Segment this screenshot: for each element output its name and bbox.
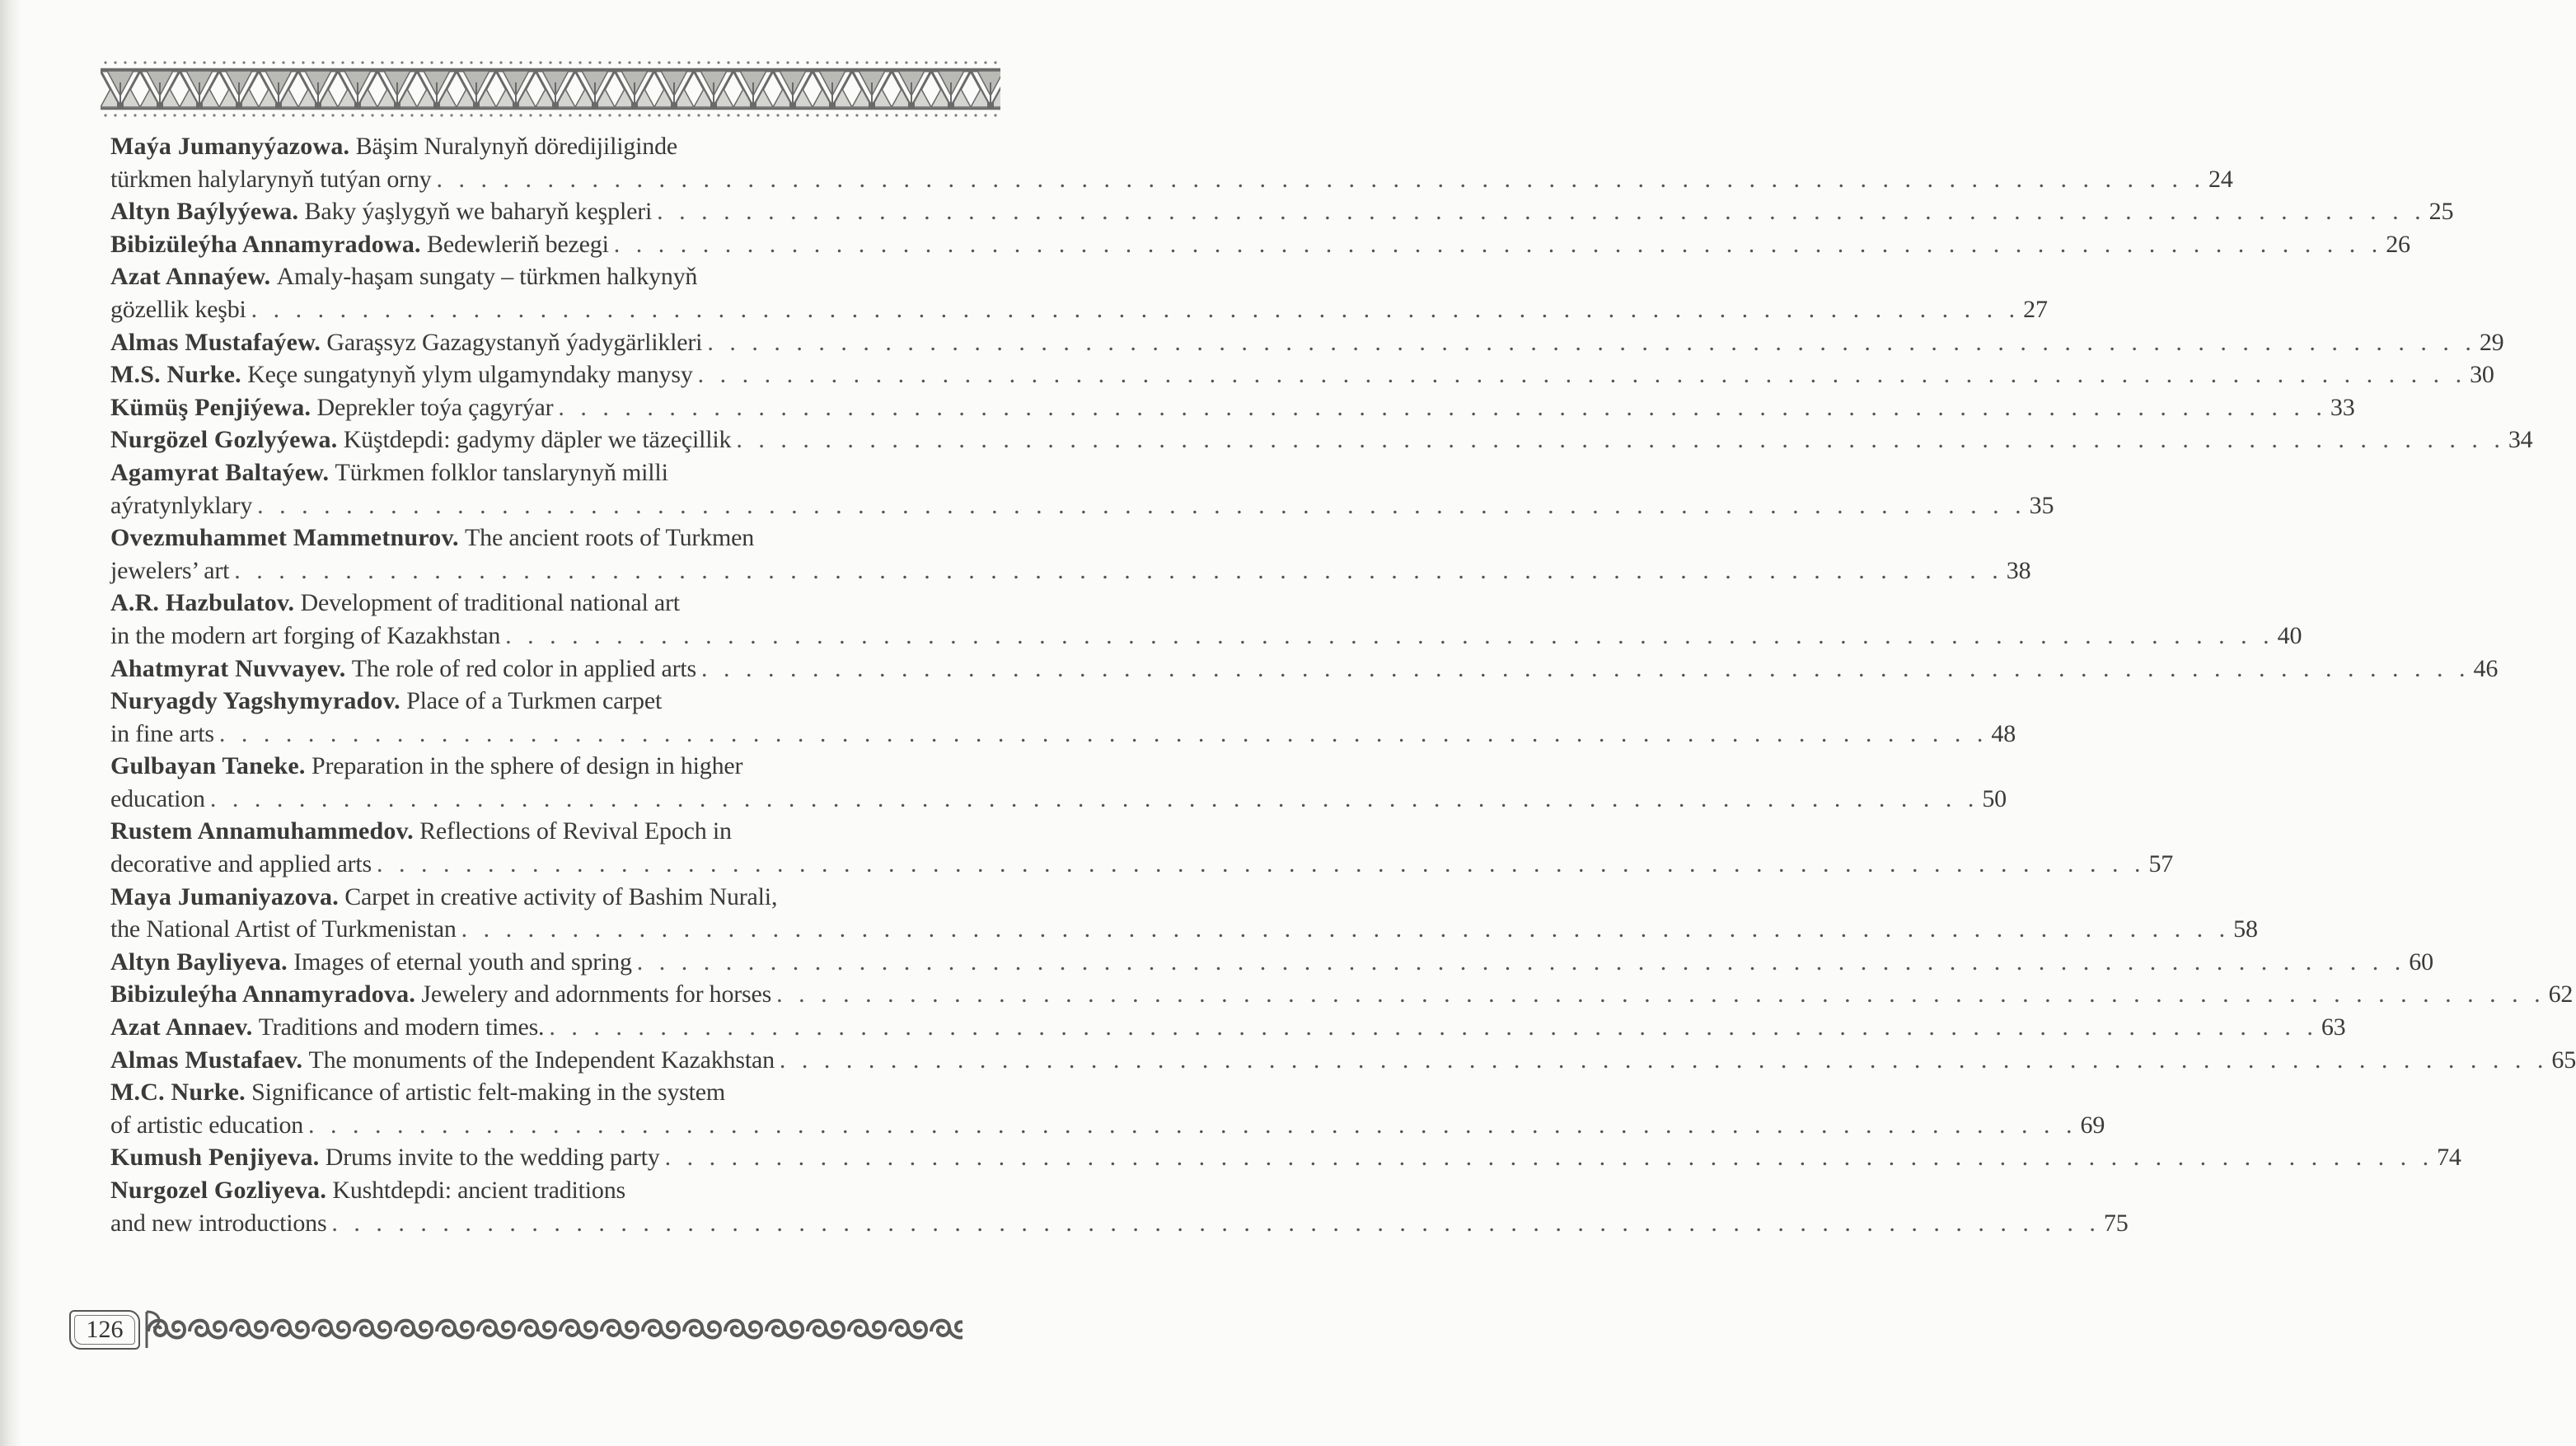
toc-author: Kumush Penjiyeva. [110,1144,320,1172]
toc-leader-dots: . . . . . . . . . . . . . . . . . . . . . . . . . . . . . . . . . . . . . . . . . . . . . . . . . . . . . . . . . . . . . . . . . . . . . . . . . . . . . . . . [436,165,2206,193]
toc-title: Traditions and modern times. [258,1013,545,1041]
toc-title: Amaly-haşam sungaty – türkmen halkynyň [276,263,698,291]
toc-author: Nurgözel Gozlyýewa. [110,426,338,454]
page-number: 126 [86,1316,124,1343]
toc-leader-dots: . . . . . . . . . . . . . . . . . . . . . . . . . . . . . . . . . . . . . . . . . . . . . . . . . . . . . . . . . . . . . . . . . . . . . . . . . . . . . . . . [376,850,2146,878]
toc-line [110,1109,2105,1142]
toc-title: Bedewleriň bezegi [427,230,609,258]
toc-line [110,685,921,718]
toc-line [110,195,2454,228]
toc-author: Azat Annaev. [110,1013,253,1041]
toc-line [110,1141,2461,1174]
toc-line [110,718,2016,751]
toc-line [110,391,2355,424]
toc-page-number: 60 [2409,948,2433,976]
toc-title: Drums invite to the wedding party [325,1144,660,1172]
toc-title: Garaşsyz Gazagystanyň ýadygärlikleri [326,328,703,356]
toc-line [110,1044,2576,1077]
toc-leader-dots: . . . . . . . . . . . . . . . . . . . . . . . . . . . . . . . . . . . . . . . . . . . . . . . . . . . . . . . . . . . . . . . . . . . . . . . . . . . . . . . . [251,295,2021,323]
toc-page-number: 65 [2551,1046,2576,1074]
toc-line [110,1174,921,1207]
toc-leader-dots: . . . . . . . . . . . . . . . . . . . . . . . . . . . . . . . . . . . . . . . . . . . . . . . . . . . . . . . . . . . . . . . . . . . . . . . . . . . . . . . . [701,654,2471,682]
toc-line [110,489,2054,522]
page-number-box [69,1310,140,1350]
toc-line [110,163,2233,196]
toc-title: education [110,784,205,812]
toc-leader-dots: . . . . . . . . . . . . . . . . . . . . . . . . . . . . . . . . . . . . . . . . . . . . . . . . . . . . . . . . . . . . . . . . . . . . . . . . . . . . . . . . [234,556,2003,584]
toc-title: Deprekler toýa çagyrýar [316,393,554,421]
toc-line [110,358,2494,391]
toc-title: Bäşim Nuralynyň döredijiliginde [355,133,677,160]
toc-page-number: 58 [2233,915,2258,943]
toc-leader-dots: . . . . . . . . . . . . . . . . . . . . . . . . . . . . . . . . . . . . . . . . . . . . . . . . . . . . . . . . . . . . . . . . . . . . . . . . . . . . . . . . [657,198,2426,226]
toc-title: Place of a Turkmen carpet [406,687,663,715]
toc-author: Ahatmyrat Nuvvayev. [110,654,346,682]
toc-page-number: 33 [2330,393,2355,421]
toc-author: Kümüş Penjiýewa. [110,393,311,421]
toc-author: Almas Mustafaýew. [110,328,321,356]
toc-title: and new introductions [110,1209,327,1237]
toc-line [110,555,2031,587]
toc-line [110,456,921,489]
toc-author: A.R. Hazbulatov. [110,589,295,617]
toc-page-number: 34 [2508,426,2533,454]
toc-page-number: 50 [1982,784,2007,812]
toc-page-number: 38 [2006,556,2031,584]
toc-title: of artistic education [110,1111,304,1139]
toc-line [110,815,921,848]
toc-title: in fine arts [110,719,214,747]
toc-author: Almas Mustafaev. [110,1046,303,1074]
toc-line [110,946,2433,979]
toc-leader-dots: . . . . . . . . . . . . . . . . . . . . . . . . . . . . . . . . . . . . . . . . . . . . . . . . . . . . . . . . . . . . . . . . . . . . . . . . . . . . . . . . [779,1046,2549,1074]
toc-title: Carpet in creative activity of Bashim Nurali, [344,882,778,910]
toc-page-number: 63 [2321,1013,2346,1041]
scan-edge-shadow [0,0,21,1446]
toc-line [110,620,2302,653]
toc-author: Agamyrat Baltaýew. [110,458,330,486]
toc-title: Reflections of Revival Epoch in [419,817,732,845]
toc-author: Maýa Jumanyýazowa. [110,133,350,160]
toc-author: Altyn Baýlyýewa. [110,198,299,226]
toc-title: in the modern art forging of Kazakhstan [110,621,501,649]
toc-leader-dots: . . . . . . . . . . . . . . . . . . . . . . . . . . . . . . . . . . . . . . . . . . . . . . . . . . . . . . . . . . . . . . . . . . . . . . . . . . . . . . . . [776,980,2546,1008]
toc-page-number: 57 [2148,850,2174,878]
toc-leader-dots: . . . . . . . . . . . . . . . . . . . . . . . . . . . . . . . . . . . . . . . . . . . . . . . . . . . . . . . . . . . . . . . . . . . . . . . . . . . . . . . . [308,1111,2077,1139]
toc-author: Azat Annaýew. [110,263,271,291]
toc-line [110,1076,921,1109]
toc-leader-dots: . . . . . . . . . . . . . . . . . . . . . . . . . . . . . . . . . . . . . . . . . . . . . . . . . . . . . . . . . . . . . . . . . . . . . . . . . . . . . . . . [218,719,1988,747]
toc-line [110,326,2504,359]
toc-leader-dots: . . . . . . . . . . . . . . . . . . . . . . . . . . . . . . . . . . . . . . . . . . . . . . . . . . . . . . . . . . . . . . . . . . . . . . . . . . . . . . . . [664,1144,2434,1172]
toc-title: The role of red color in applied arts [351,654,697,682]
toc-title: Images of eternal youth and spring [293,948,632,976]
table-of-contents [110,130,2576,1239]
toc-author: Bibizuleýha Annamyradova. [110,980,416,1008]
toc-line [110,1011,2346,1044]
toc-line [110,130,921,163]
page-footer [69,1307,959,1353]
toc-page-number: 35 [2029,491,2054,519]
toc-page-number: 46 [2473,654,2499,682]
toc-title: Küştdepdi: gadymy däpler we täzeçillik [343,426,732,454]
toc-title: The monuments of the Independent Kazakhstan [308,1046,775,1074]
toc-author: Nuryagdy Yagshymyradov. [110,687,400,715]
toc-author: Bibizüleýha Annamyradowa. [110,230,421,258]
toc-leader-dots: . . . . . . . . . . . . . . . . . . . . . . . . . . . . . . . . . . . . . . . . . . . . . . . . . . . . . . . . . . . . . . . . . . . . . . . . . . . . . . . . [707,328,2476,356]
toc-leader-dots: . . . . . . . . . . . . . . . . . . . . . . . . . . . . . . . . . . . . . . . . . . . . . . . . . . . . . . . . . . . . . . . . . . . . . . . . . . . . . . . . [257,491,2026,519]
toc-page-number: 75 [2103,1209,2129,1237]
toc-title: gözellik keşbi [110,295,246,323]
toc-title: Jewelery and adornments for horses [421,980,772,1008]
toc-title: Preparation in the sphere of design in higher [311,752,743,780]
toc-title: Kushtdepdi: ancient traditions [332,1177,625,1204]
toc-title: Keçe sungatynyň ylym ulgamyndaky manysy [247,361,693,389]
toc-line [110,848,2174,881]
toc-page-number: 29 [2479,328,2504,356]
toc-title: Baky ýaşlygyň we baharyň keşpleri [304,198,653,226]
toc-author: Maya Jumaniyazova. [110,882,339,910]
toc-line [110,260,921,293]
toc-title: the National Artist of Turkmenistan [110,915,457,943]
toc-page-number: 26 [2386,230,2410,258]
toc-author: Altyn Bayliyeva. [110,948,288,976]
toc-page-number: 25 [2428,198,2454,226]
toc-line [110,653,2499,686]
toc-author: M.S. Nurke. [110,361,241,389]
toc-title: jewelers’ art [110,556,230,584]
toc-line [110,978,2574,1011]
toc-line [110,424,2533,456]
toc-page-number: 48 [1991,719,2016,747]
toc-title: türkmen halylarynyň tutýan orny [110,165,432,193]
toc-title: Significance of artistic felt-making in the system [251,1079,726,1107]
toc-line [110,293,2048,326]
toc-leader-dots: . . . . . . . . . . . . . . . . . . . . . . . . . . . . . . . . . . . . . . . . . . . . . . . . . . . . . . . . . . . . . . . . . . . . . . . . . . . . . . . . [331,1209,2101,1237]
toc-leader-dots: . . . . . . . . . . . . . . . . . . . . . . . . . . . . . . . . . . . . . . . . . . . . . . . . . . . . . . . . . . . . . . . . . . . . . . . . . . . . . . . . [461,915,2231,943]
toc-page-number: 74 [2437,1144,2461,1172]
toc-leader-dots: . . . . . . . . . . . . . . . . . . . . . . . . . . . . . . . . . . . . . . . . . . . . . . . . . . . . . . . . . . . . . . . . . . . . . . . . . . . . . . . . [549,1013,2318,1041]
toc-author: Ovezmuhammet Mammetnurov. [110,524,459,552]
toc-line [110,783,2007,816]
toc-leader-dots: . . . . . . . . . . . . . . . . . . . . . . . . . . . . . . . . . . . . . . . . . . . . . . . . . . . . . . . . . . . . . . . . . . . . . . . . . . . . . . . . [505,621,2274,649]
toc-title: decorative and applied arts [110,850,372,878]
toc-line [110,1207,2129,1240]
toc-leader-dots: . . . . . . . . . . . . . . . . . . . . . . . . . . . . . . . . . . . . . . . . . . . . . . . . . . . . . . . . . . . . . . . . . . . . . . . . . . . . . . . . [697,361,2467,389]
toc-title: Development of traditional national art [300,589,680,617]
toc-title: The ancient roots of Turkmen [465,524,755,552]
toc-title: Türkmen folklor tanslarynyň milli [335,458,668,486]
toc-author: Nurgozel Gozliyeva. [110,1177,327,1204]
toc-author: Gulbayan Taneke. [110,752,306,780]
toc-page-number: 40 [2277,621,2302,649]
toc-leader-dots: . . . . . . . . . . . . . . . . . . . . . . . . . . . . . . . . . . . . . . . . . . . . . . . . . . . . . . . . . . . . . . . . . . . . . . . . . . . . . . . . [736,426,2505,454]
toc-line [110,881,921,914]
toc-page-number: 27 [2023,295,2048,323]
toc-author: Rustem Annamuhammedov. [110,817,414,845]
toc-line [110,587,921,620]
toc-page-number: 62 [2548,980,2574,1008]
toc-line [110,750,921,783]
toc-leader-dots: . . . . . . . . . . . . . . . . . . . . . . . . . . . . . . . . . . . . . . . . . . . . . . . . . . . . . . . . . . . . . . . . . . . . . . . . . . . . . . . . [613,230,2383,258]
toc-leader-dots: . . . . . . . . . . . . . . . . . . . . . . . . . . . . . . . . . . . . . . . . . . . . . . . . . . . . . . . . . . . . . . . . . . . . . . . . . . . . . . . . [209,784,1979,812]
toc-author: M.C. Nurke. [110,1079,246,1107]
toc-leader-dots: . . . . . . . . . . . . . . . . . . . . . . . . . . . . . . . . . . . . . . . . . . . . . . . . . . . . . . . . . . . . . . . . . . . . . . . . . . . . . . . . [636,948,2406,976]
toc-line [110,228,2410,261]
toc-line [110,522,921,555]
toc-title: aýratynlyklary [110,491,253,519]
ornamental-border-icon [101,58,1000,120]
toc-line [110,913,2258,946]
toc-page-number: 30 [2470,361,2494,389]
scroll-ornament-icon [145,1307,962,1353]
toc-page-number: 69 [2080,1111,2105,1139]
toc-leader-dots: . . . . . . . . . . . . . . . . . . . . . . . . . . . . . . . . . . . . . . . . . . . . . . . . . . . . . . . . . . . . . . . . . . . . . . . . . . . . . . . . [558,393,2327,421]
toc-page-number: 24 [2208,165,2233,193]
